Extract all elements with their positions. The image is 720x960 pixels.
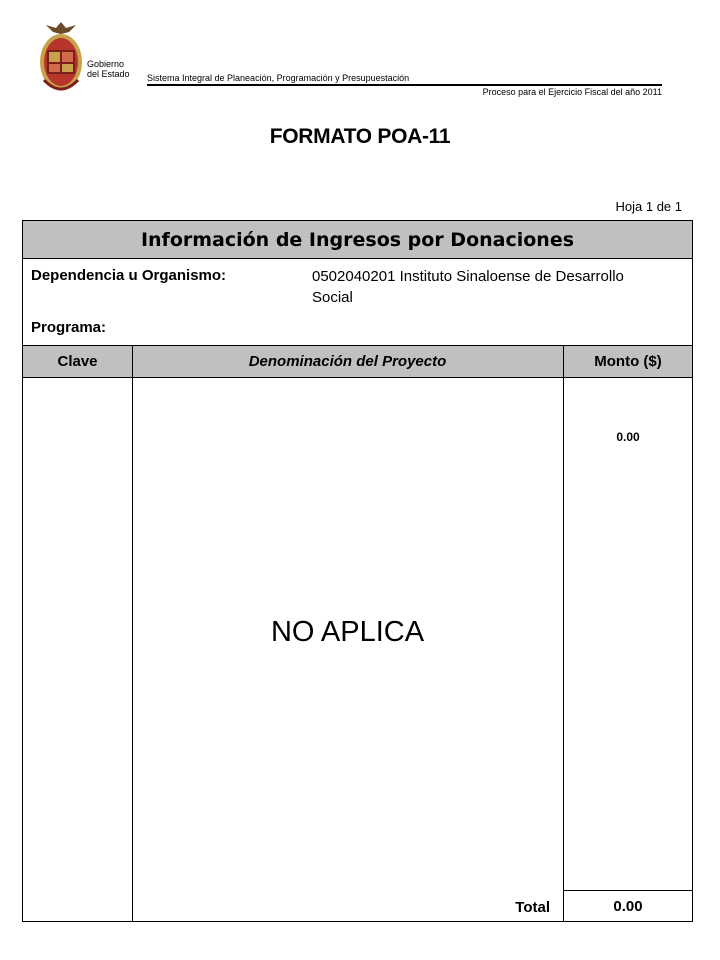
total-label: Total <box>515 899 550 916</box>
header-rule <box>147 84 662 86</box>
org-line-1: Gobierno <box>87 59 125 69</box>
sheet-number: Hoja 1 de 1 <box>615 199 682 214</box>
government-label <box>87 59 130 79</box>
system-name: Sistema Integral de Planeación, Programación y Presupuestación <box>147 73 410 83</box>
col-monto: Monto ($) <box>594 353 662 370</box>
total-value: 0.00 <box>613 898 643 915</box>
section-title: Información de Ingresos por Donaciones <box>23 221 692 259</box>
no-aplica-text: NO APLICA <box>270 616 425 648</box>
dependency-value: 0502040201 Instituto Sinaloense de Desarrollo Social <box>312 268 624 306</box>
col-clave: Clave <box>57 353 98 370</box>
dependency-label: Dependencia u Organismo: <box>31 267 227 284</box>
state-seal-icon <box>36 20 86 96</box>
fiscal-process: Proceso para el Ejercicio Fiscal del año 2011 <box>482 87 662 97</box>
page-title: FORMATO POA-11 <box>269 125 451 148</box>
org-line-2: del Estado <box>87 69 130 79</box>
total-divider <box>563 890 693 891</box>
program-label: Programa: <box>31 319 107 336</box>
col-denominacion: Denominación del Proyecto <box>248 353 447 370</box>
monto-value: 0.00 <box>616 430 640 444</box>
form-box <box>22 220 693 922</box>
